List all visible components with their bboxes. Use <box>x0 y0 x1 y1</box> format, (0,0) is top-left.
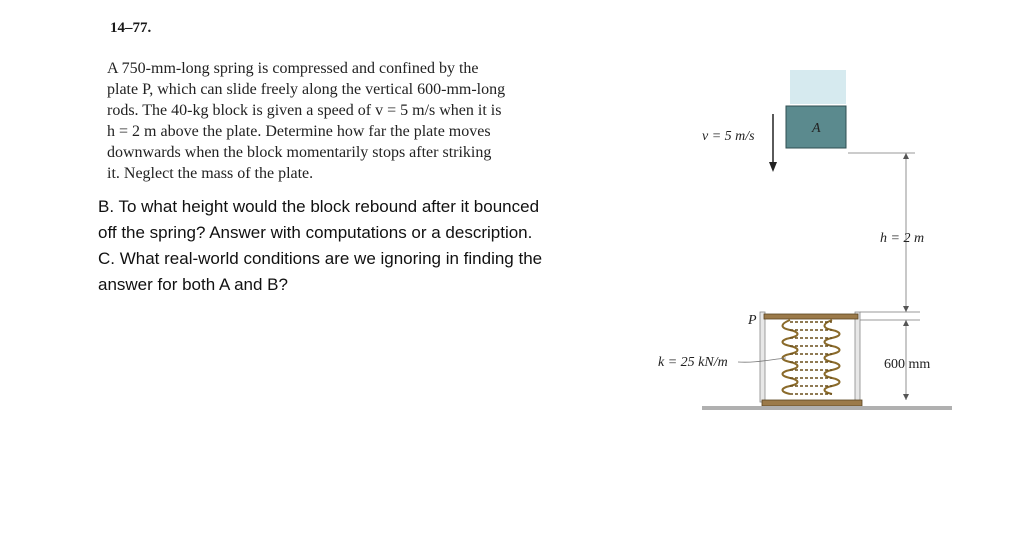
dim-arrowhead <box>903 320 909 326</box>
plate-p <box>764 314 858 319</box>
spring-block-figure <box>640 60 970 430</box>
block-label: A <box>812 121 821 136</box>
left-rod <box>760 312 765 402</box>
plate-label: P <box>748 313 757 328</box>
dim-arrowhead <box>903 394 909 400</box>
right-rod <box>855 312 860 402</box>
block-shadow <box>790 70 846 104</box>
problem-line: A 750-mm-long spring is compressed and confined by the <box>107 60 479 77</box>
spring-constant-label: k = 25 kN/m <box>658 355 728 370</box>
velocity-arrowhead <box>769 162 777 172</box>
question-line: B. To what height would the block rebound after it bounced <box>98 197 540 216</box>
follow-up-questions <box>98 194 628 298</box>
rod-length-label: 600 mm <box>884 357 931 372</box>
question-line: C. What real-world conditions are we ignoring in finding the <box>98 249 543 268</box>
spring-coil <box>783 320 798 394</box>
question-line: off the spring? Answer with computations or a description. <box>98 223 533 242</box>
problem-number: 14–77. <box>110 20 152 36</box>
base-plate <box>762 400 862 406</box>
problem-line: downwards when the block momentarily stops after striking <box>107 144 492 161</box>
problem-line: h = 2 m above the plate. Determine how far the plate moves <box>107 123 491 140</box>
spring-coil <box>825 320 840 394</box>
velocity-label: v = 5 m/s <box>702 129 755 144</box>
ground <box>702 406 952 410</box>
problem-line: rods. The 40-kg block is given a speed of v = 5 m/s when it is <box>107 102 502 119</box>
spring <box>783 320 840 394</box>
height-label: h = 2 m <box>880 231 925 246</box>
dim-arrowhead <box>903 306 909 312</box>
question-line: answer for both A and B? <box>98 275 288 294</box>
problem-line: it. Neglect the mass of the plate. <box>107 165 314 182</box>
dim-arrowhead <box>903 153 909 159</box>
problem-line: plate P, which can slide freely along the vertical 600-mm-long <box>107 81 506 98</box>
problem-statement <box>107 58 562 184</box>
